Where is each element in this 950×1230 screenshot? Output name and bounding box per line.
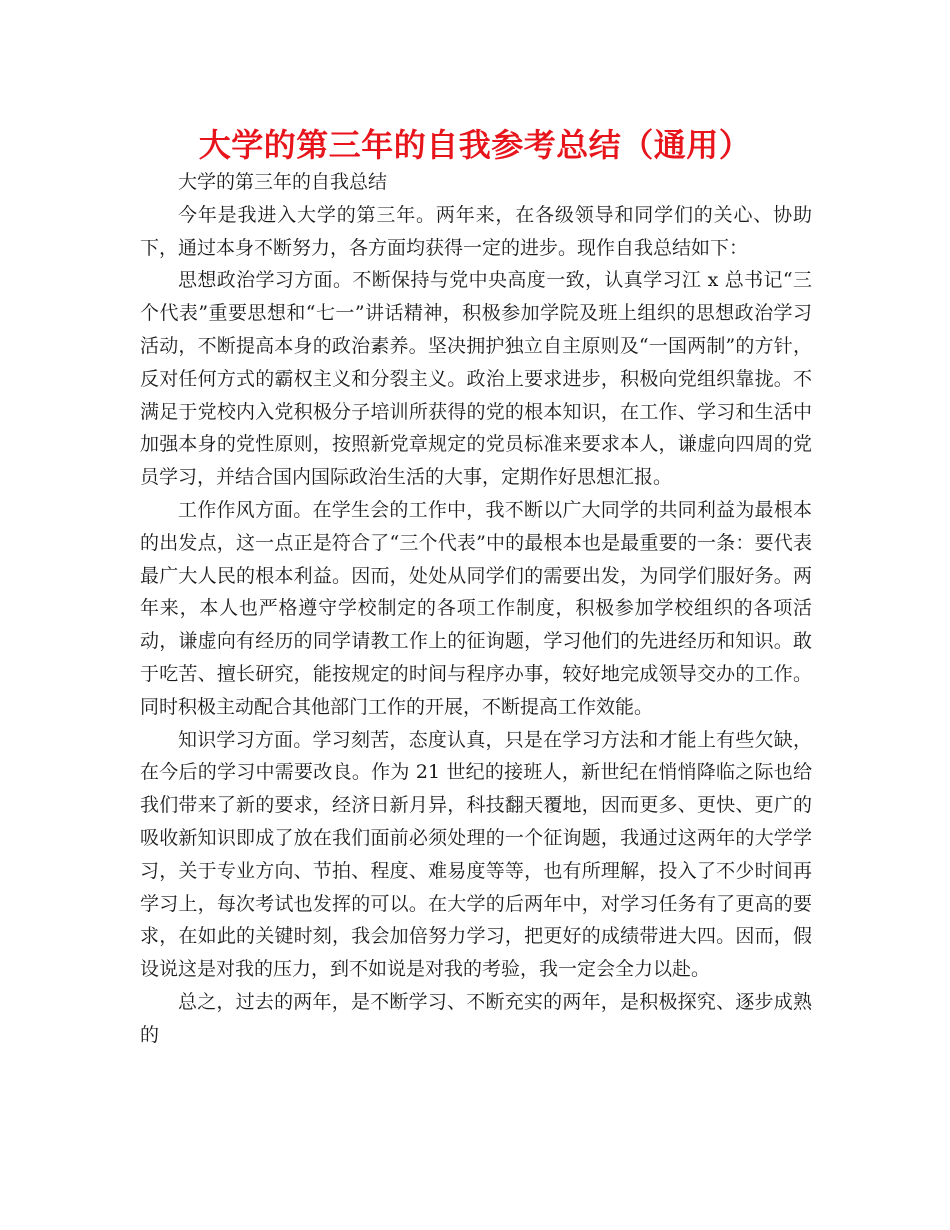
paragraph-knowledge-study: 知识学习方面。学习刻苦，态度认真，只是在学习方法和才能上有些欠缺，在今后的学习中需要改良。作为 21 世纪的接班人，新世纪在悄悄降临之际也给我们带来了新的要求，经济日新月异，科技翻天覆地，因而更多、更快、更广的吸收新知识即成了放在我们面前必须处理的一个征询题，我通过这两年的大学学习，关于专业方向、节拍、程度、难易度等等，也有所理解，投入了不少时间再学习上，每次考试也发挥的可以。在大学的后两年中，对学习任务有了更高的要求，在如此的关键时刻，我会加倍努力学习，把更好的成绩带进大四。因而，假设说这是对我的压力，到不如说是对我的考验，我一定会全力以赴。 bbox=[140, 728, 812, 981]
paragraph-political-study: 思想政治学习方面。不断保持与党中央高度一致，认真学习江 x 总书记“三个代表”重要思想和“七一”讲话精神，积极参加学院及班上组织的思想政治学习活动，不断提高本身的政治素养。坚决拥护独立自主原则及“一国两制”的方针，反对任何方式的霸权主义和分裂主义。政治上要求进步，积极向党组织靠拢。不满足于党校内入党积极分子培训所获得的党的根本知识，在工作、学习和生活中加强本身的党性原则，按照新党章规定的党员标准来要求本人，谦虚向四周的党员学习，并结合国内国际政治生活的大事，定期作好思想汇报。 bbox=[140, 269, 812, 489]
document-body bbox=[140, 166, 812, 1052]
paragraph-work-style: 工作作风方面。在学生会的工作中，我不断以广大同学的共同利益为最根本的出发点，这一点正是符合了“三个代表”中的最根本也是最重要的一条：要代表最广大人民的根本利益。因而，处处从同学们的需要出发，为同学们服好务。两年来，本人也严格遵守学校制定的各项工作制度，积极参加学校组织的各项活动，谦虚向有经历的同学请教工作上的征询题，学习他们的先进经历和知识。敢于吃苦、擅长研究，能按规定的时间与程序办事，较好地完成领导交办的工作。同时积极主动配合其他部门工作的开展，不断提高工作效能。 bbox=[140, 498, 812, 718]
paragraph-intro: 今年是我进入大学的第三年。两年来，在各级领导和同学们的关心、协助下，通过本身不断努力，各方面均获得一定的进步。现作自我总结如下： bbox=[140, 203, 812, 259]
document-subtitle: 大学的第三年的自我总结 bbox=[178, 171, 388, 193]
document-title: 大学的第三年的自我参考总结（通用） bbox=[198, 126, 752, 164]
paragraph-conclusion: 总之，过去的两年，是不断学习、不断充实的两年，是积极探究、逐步成熟的 bbox=[140, 990, 812, 1046]
